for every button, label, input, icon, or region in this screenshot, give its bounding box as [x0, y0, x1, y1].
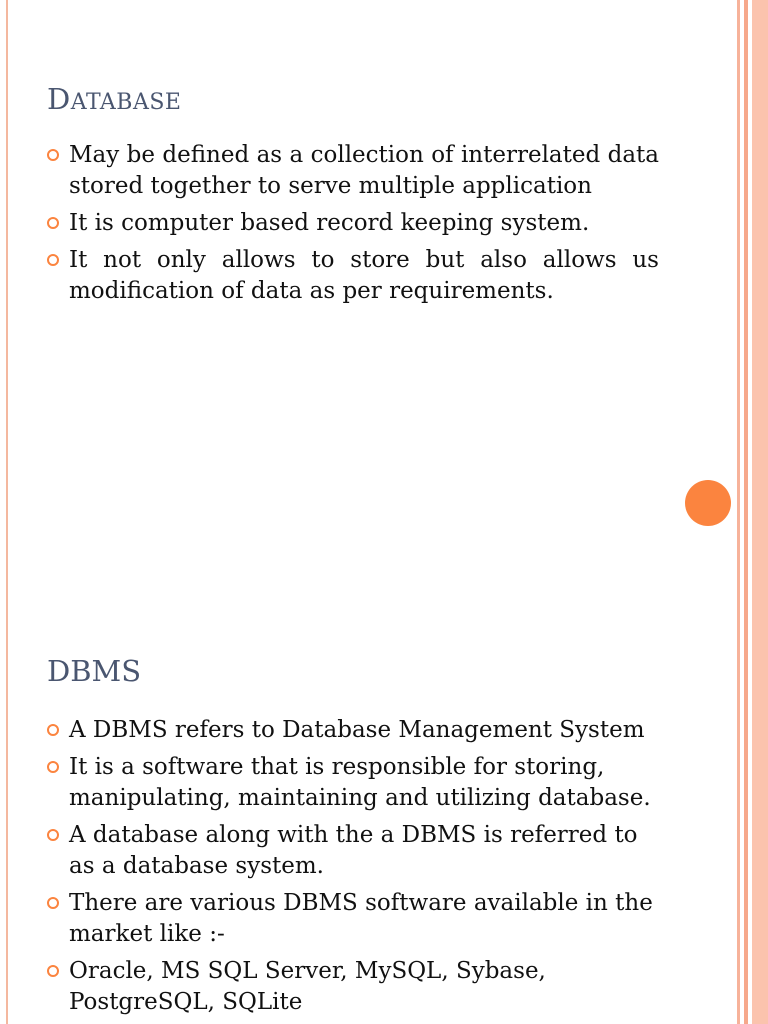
bullet-ring-icon — [47, 149, 59, 161]
title-initial: D — [47, 82, 71, 116]
bullet-ring-icon — [47, 217, 59, 229]
bullet-ring-icon — [47, 829, 59, 841]
right-stripe-wide — [752, 0, 768, 1024]
list-item — [45, 208, 659, 239]
bullet-ring-icon — [47, 897, 59, 909]
right-stripe-thin — [737, 0, 740, 1024]
list-item — [45, 752, 659, 814]
left-border-line — [6, 0, 8, 1024]
list-item-text: There are various DBMS software available in the market like :- — [69, 890, 653, 947]
bullet-ring-icon — [47, 761, 59, 773]
list-item — [45, 140, 659, 202]
section-title-database — [47, 82, 182, 116]
list-item — [45, 245, 659, 307]
list-item-text: A DBMS refers to Database Management System — [69, 717, 645, 743]
orange-circle-decoration — [685, 480, 731, 526]
section-title-dbms: DBMS — [47, 654, 142, 688]
database-bullet-list — [45, 140, 659, 313]
list-item-text: Oracle, MS SQL Server, MySQL, Sybase, PostgreSQL, SQLite — [69, 958, 546, 1015]
list-item — [45, 820, 659, 882]
title-rest: ATABASE — [70, 90, 182, 115]
list-item — [45, 715, 659, 746]
list-item — [45, 888, 659, 950]
list-item-text: May be defined as a collection of interrelated data stored together to serve multiple application — [69, 142, 659, 199]
bullet-ring-icon — [47, 254, 59, 266]
bullet-ring-icon — [47, 724, 59, 736]
list-item — [45, 956, 659, 1018]
list-item-text: A database along with the a DBMS is referred to as a database system. — [69, 822, 638, 879]
list-item-text: It is a software that is responsible for storing, manipulating, maintaining and utilizing database. — [69, 754, 651, 811]
bullet-ring-icon — [47, 965, 59, 977]
list-item-text: It is computer based record keeping system. — [69, 210, 590, 236]
list-item-text: It not only allows to store but also allows us modification of data as per requirements. — [69, 247, 659, 304]
right-stripe-medium — [744, 0, 748, 1024]
dbms-bullet-list — [45, 715, 659, 1024]
